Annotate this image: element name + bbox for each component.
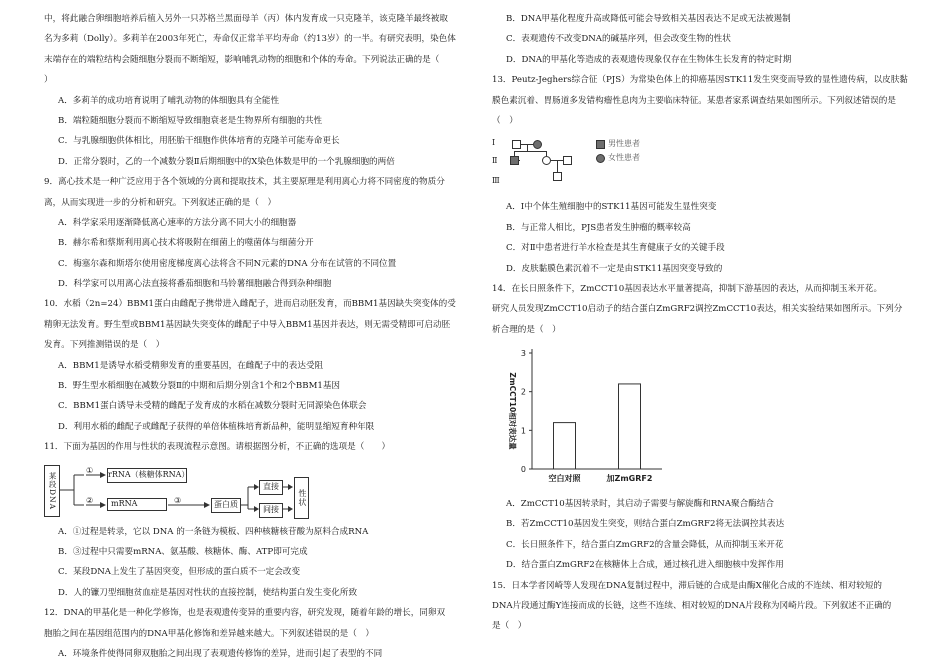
- q11-option-c[interactable]: C．某段DNA上发生了基因突变，但形成的蛋白质不一定会改变: [58, 567, 301, 578]
- q11-text-line: 11．下面为基因的作用与性状的表现流程示意图。请根据图分析，不正确的选项是（ ）: [44, 442, 391, 453]
- q11-option-a[interactable]: A．①过程是转录，它以 DNA 的一条链为模板、四种核糖核苷酸为原料合成RNA: [58, 526, 369, 537]
- generation-2-label: Ⅱ: [492, 156, 498, 166]
- y-axis-label: ZmCCT10相对表达量: [508, 372, 517, 450]
- y-tick-label: 1: [520, 426, 526, 436]
- rrna-box: rRNA（核糖体RNA）: [107, 468, 187, 483]
- q9-option-d[interactable]: D．科学家可以用离心法直接将番茄细胞和马铃薯细胞融合得到杂种细胞: [58, 279, 332, 290]
- q9-option-c[interactable]: C．梅塞尔森和斯塔尔使用密度梯度离心法将含不同N元素的DNA 分布在试管的不同位置: [58, 258, 397, 269]
- q12-option-b[interactable]: B．DNA甲基化程度升高或降低可能会导致相关基因表达不足或无法被遏制: [506, 14, 791, 24]
- legend-male-affected-icon: [596, 140, 605, 149]
- q14-option-d[interactable]: D．结合蛋白ZmGRF2在核糖体上合成，通过核孔进入细胞核中发挥作用: [506, 560, 784, 571]
- q8-text-line: 末端存在的端粒结构会随细胞分裂而不断缩短，影响哺乳动物的细胞和个体的寿命。下列说法正确的是（: [44, 54, 440, 65]
- bar: [554, 423, 576, 469]
- q8-text-line: 名为多莉（Dolly）。多莉羊在2003年死亡，寿命仅正常羊平均寿命（约13岁）的一半。有研究表明，染色体: [44, 34, 456, 45]
- q8-option-a[interactable]: A．多莉羊的成功培育说明了哺乳动物的体细胞具有全能性: [58, 95, 280, 106]
- q13-text-line: 膜色素沉着、胃肠道多发错构瘤性息肉为主要临床特征。某患者家系调查结果如图所示。下列叙述错误的是: [492, 95, 896, 106]
- q15-text-line: DNA片段通过酶Y连接而成的长链，这些不连续、相对较短的DNA片段称为冈崎片段。下列叙述不正确的: [492, 601, 892, 612]
- q10-option-a[interactable]: A．BBM1是诱导水稻受精卵发育的重要基因，在雌配子中的表达受阻: [58, 360, 324, 371]
- y-tick-label: 2: [520, 387, 526, 397]
- q8-text-line: ）: [44, 75, 53, 86]
- pedigree-marriage-line: [519, 160, 520, 161]
- pedigree-iii-male: [553, 172, 562, 181]
- q13-option-c[interactable]: C．对Ⅱ中患者进行羊水检查是其生育健康子女的关键手段: [506, 243, 725, 254]
- step-3-label: ③: [174, 495, 182, 505]
- q13-text-line: （ ）: [492, 115, 518, 126]
- q9-option-a[interactable]: A．科学家采用逐渐降低离心速率的方法分离不同大小的细胞器: [58, 217, 297, 228]
- indirect-box: 间接: [259, 503, 283, 518]
- pedigree-descent-line: [557, 160, 558, 172]
- protein-box: 蛋白质: [211, 498, 241, 513]
- pedigree-sibship-line: [514, 151, 546, 152]
- q10-option-d[interactable]: D．利用水稻的雌配子或雌配子获得的单倍体植株培育新品种，能明显缩短育种年限: [58, 421, 375, 432]
- q9-text-line: 9．离心技术是一种广泛应用于各个领域的分离和提取技术，其主要原理是利用离心力将不同密度的物质分: [44, 177, 445, 188]
- pedigree-chart: [492, 136, 692, 194]
- y-tick-label: 0: [520, 465, 526, 475]
- q9-option-b[interactable]: B．赫尔希和蔡斯利用离心技术将吸附在细菌上的噬菌体与细菌分开: [58, 238, 314, 249]
- pedigree-ii-female: [542, 156, 551, 165]
- pedigree-descent-line: [527, 144, 528, 151]
- pedigree-i-male: [512, 140, 521, 149]
- expression-bar-chart: [492, 345, 692, 491]
- dna-segment-box: 某段DNA: [44, 465, 60, 517]
- q11-option-b[interactable]: B．③过程中只需要mRNA、氨基酸、核糖体、酶、ATP即可完成: [58, 546, 308, 557]
- q14-text-line: 研究人员发现ZmCCT10启动子的结合蛋白ZmGRF2调控ZmCCT10表达，相关实验结果如图所示。下列分: [492, 304, 903, 315]
- q13-option-a[interactable]: A．Ⅰ中个体生殖细胞中的STK11基因可能发生显性突变: [506, 202, 717, 213]
- bar: [619, 384, 641, 469]
- q15-text-line: 15．日本学者冈崎等人发现在DNA复制过程中，滞后链的合成是由酶X催化合成的不连续、相对较短的: [492, 580, 883, 591]
- q13-text-line: 13．Peutz-Jeghers综合征（PJS）为常染色体上的抑癌基因STK11发生突变而导致的显性遗传病，以皮肤黏: [492, 75, 908, 86]
- q14-text-line: 析合理的是（ ）: [492, 324, 561, 335]
- q9-text-line: 离，从而实现进一步的分析和研究。下列叙述正确的是（ ）: [44, 197, 277, 208]
- q12-option-a[interactable]: A．环境条件使得同卵双胞胎之间出现了表观遗传修饰的差异，进而引起了表型的不同: [58, 648, 383, 659]
- pedigree-ii-spouse-male: [563, 156, 572, 165]
- q10-text-line: 精卵无法发育。野生型或BBM1基因缺失突变体的雌配子中导入BBM1基因并表达，则无需受精即可启动胚: [44, 319, 451, 330]
- step-2-label: ②: [86, 495, 94, 505]
- direct-box: 直接: [259, 480, 283, 495]
- right-column: [492, 14, 916, 642]
- q10-text-line: 发育。下列推测错误的是（ ）: [44, 340, 165, 351]
- left-column: [44, 14, 468, 669]
- q10-option-b[interactable]: B．野生型水稻细胞在减数分裂Ⅱ的中期和后期分别含1个和2个BBM1基因: [58, 381, 341, 392]
- q14-text-line: 14．在长日照条件下，ZmCCT10基因表达水平量著提高，抑制下游基因的表达，从而抑制玉米开花。: [492, 283, 883, 294]
- q10-text-line: 10．水稻（2n=24）BBM1蛋白由雌配子携带进入雌配子，进而启动胚发育，而BBM1基因缺失突变体的受: [44, 299, 456, 310]
- generation-3-label: Ⅲ: [492, 176, 500, 186]
- gene-expression-diagram: [44, 463, 324, 519]
- trait-box: 性状: [294, 477, 309, 519]
- q8-option-b[interactable]: B．端粒随细胞分裂而不断缩短导致细胞衰老是生物界所有细胞的共性: [58, 115, 323, 126]
- q13-option-d[interactable]: D．皮肤黏膜色素沉着不一定是由STK11基因突变导致的: [506, 263, 723, 274]
- q15-text-line: 是（ ）: [492, 621, 527, 632]
- legend-female-label: 女性患者: [608, 153, 640, 163]
- q14-option-c[interactable]: C．长日照条件下，结合蛋白ZmGRF2的含量会降低，从而抑制玉米开花: [506, 539, 784, 550]
- pedigree-i-female-affected: [533, 140, 542, 149]
- q10-option-c[interactable]: C．BBM1蛋白诱导未受精的雌配子发育成的水稻在减数分裂时无同源染色体联会: [58, 401, 367, 412]
- q8-option-d[interactable]: D．正常分裂时，乙的一个减数分裂Ⅱ后期细胞中的X染色体数是甲的一个乳腺细胞的两倍: [58, 156, 395, 167]
- q13-option-b[interactable]: B．与正常人相比，PJS患者发生肿瘤的概率较高: [506, 222, 691, 233]
- pedigree-ii-male-affected: [510, 156, 519, 165]
- legend-male-label: 男性患者: [608, 139, 640, 149]
- generation-1-label: Ⅰ: [492, 138, 496, 148]
- step-1-label: ①: [86, 465, 94, 475]
- bar-chart-svg: [492, 345, 692, 491]
- x-tick-label: 加ZmGRF2: [606, 474, 653, 484]
- legend-female-affected-icon: [596, 154, 605, 163]
- y-tick-label: 3: [520, 349, 526, 359]
- q12-option-d[interactable]: D．DNA的甲基化等造成的表观遗传现象仅存在生物体生长发育的特定时期: [506, 54, 792, 65]
- q8-text-line: 中，将此融合卵细胞培养后植入另外一只苏格兰黑面母羊（丙）体内发育成一只克隆羊，该克隆羊最终被取: [44, 14, 448, 24]
- x-tick-label: 空白对照: [548, 474, 581, 484]
- mrna-box: mRNA: [107, 498, 167, 511]
- q14-option-a[interactable]: A．ZmCCT10基因转录时，其启动子需要与解旋酶和RNA聚合酶结合: [506, 499, 774, 510]
- q11-option-d[interactable]: D．人的镰刀型细胞贫血症是基因对性状的直接控制，使结构蛋白发生变化所致: [58, 587, 358, 598]
- q8-option-c[interactable]: C．与乳腺细胞供体相比，用胚胎干细胞作供体培育的克隆羊可能寿命更长: [58, 136, 340, 147]
- q12-text-line: 12．DNA的甲基化是一种化学修饰，也是表观遗传变异的重要内容，研究发现，随着年龄的增长，同卵双: [44, 608, 446, 619]
- q12-option-c[interactable]: C．表观遗传不改变DNA的碱基序列，但会改变生物的性状: [506, 34, 731, 45]
- q12-text-line: 胞胎之间在基因组范围内的DNA甲基化修饰和差异越来越大。下列叙述错误的是（ ）: [44, 628, 374, 639]
- q14-option-b[interactable]: B．若ZmCCT10基因发生突变，则结合蛋白ZmGRF2将无法调控其表达: [506, 519, 785, 530]
